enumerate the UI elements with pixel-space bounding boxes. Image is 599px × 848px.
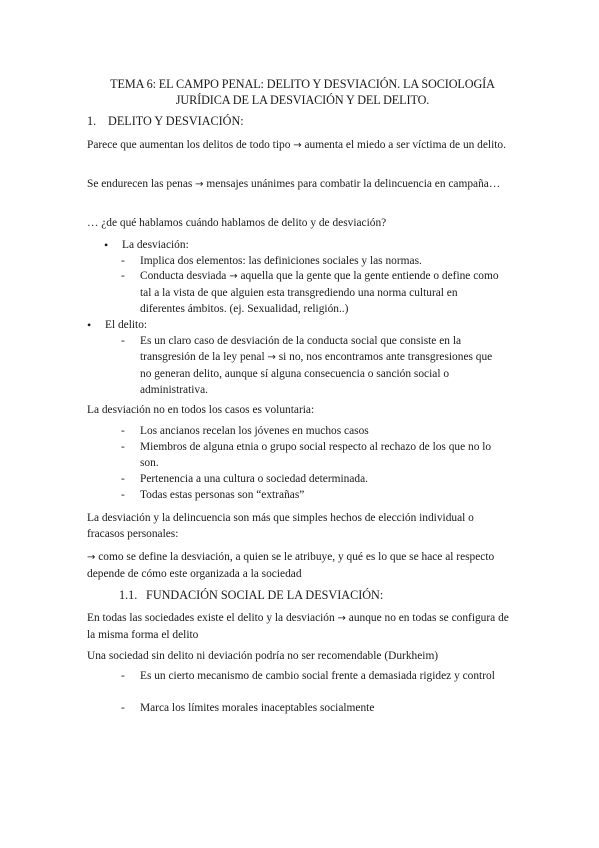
paragraph-text: Se endurecen las penas [87,178,196,190]
paragraph-text: mensajes unánimes para combatir la delincuencia en campaña… [203,178,501,190]
list-item-text-part: Conducta desviada [140,270,230,282]
list-item-text: Es un cierto mecanismo de cambio social frente a demasiada rigidez y control [140,670,495,682]
arrow-right-icon: → [337,613,346,624]
arrow-right-icon: → [267,352,276,363]
paragraph-text: como se define la desviación, a quien se le atribuye, y qué es lo que se hace al respecto depende de cómo este organizada a la sociedad [87,551,495,580]
list-item-text: Implica dos elementos: las definiciones sociales y las normas. [140,255,422,267]
section-heading-1-1 [119,587,383,603]
paragraph-delitos [87,137,512,154]
paragraph-text: Parece que aumentan los delitos de todo tipo [87,139,294,151]
list-item-text [140,268,505,317]
dash-icon: - [121,473,125,485]
arrow-right-icon: → [87,552,96,563]
paragraph-penas [87,176,512,193]
list-item-text-part: Es un claro caso de desviación de la conducta social que consiste en la transgresión de la ley penal [140,335,462,363]
bullet-label: El delito: [105,319,148,331]
dash-icon: - [121,670,125,682]
list-item-text [140,333,505,398]
dash-icon: - [121,270,125,282]
list-item-text: Pertenencia a una cultura o sociedad determinada. [140,473,369,485]
arrow-right-icon: → [229,271,238,282]
list-item-text-part: aquella que la gente que la gente entiende o define como tal a la vista de que alguien esta transgrediendo una norma cultural en diferentes ámbitos. (ej. Sexualidad, religión..) [140,270,499,315]
paragraph-organizacion [87,549,512,582]
paragraph-voluntaria: La desviación no en todos los casos es voluntaria: [87,404,315,416]
document-title: TEMA 6: EL CAMPO PENAL: DELITO Y DESVIACIÓN. LA SOCIOLOGÍA JURÍDICA DE LA DESVIACIÓN Y DEL DELITO. [110,77,495,107]
section-number: 1. [87,114,97,128]
section-heading-1 [87,113,244,129]
dash-icon: - [121,702,125,714]
bullet-icon: • [104,238,109,252]
paragraph-text: aunque no en todas se configura de la misma forma el delito [87,612,509,641]
list-item-text: Los ancianos recelan los jóvenes en muchos casos [140,425,369,437]
section-heading-text: DELITO Y DESVIACIÓN: [108,114,244,128]
dash-icon: - [121,489,125,501]
bullet-icon: • [87,318,92,332]
paragraph-question: … ¿de qué hablamos cuándo hablamos de delito y de desviación? [87,217,387,229]
dash-icon: - [121,335,125,347]
dash-icon: - [121,441,125,453]
dash-icon: - [121,255,125,267]
list-item-text: Miembros de alguna etnia o grupo social respecto al rechazo de los que no lo son. [140,441,492,469]
arrow-right-icon: → [195,179,204,190]
section-number: 1.1. [119,588,138,602]
bullet-label: La desviación: [122,239,189,251]
paragraph-text: En todas las sociedades existe el delito y la desviación [87,612,338,624]
section-heading-text: FUNDACIÓN SOCIAL DE LA DESVIACIÓN: [146,588,384,602]
arrow-right-icon: → [293,140,302,151]
paragraph-text: aumenta el miedo a ser víctima de un delito. [301,139,506,151]
paragraph-sociedades [87,610,512,643]
paragraph-durkheim: Una sociedad sin delito ni deviación podría no ser recomendable (Durkheim) [87,650,439,662]
paragraph-eleccion: La desviación y la delincuencia son más que simples hechos de elección individual o fracasos personales: [87,512,474,540]
dash-icon: - [121,425,125,437]
list-item-text-part: si no, nos encontramos ante transgresiones que no generan delito, aunque sí alguna consecuencia o sanción social o administrativa. [140,351,493,396]
list-item-text: Marca los límites morales inaceptables socialmente [140,702,375,714]
list-item-text: Todas estas personas son “extrañas” [140,489,305,501]
